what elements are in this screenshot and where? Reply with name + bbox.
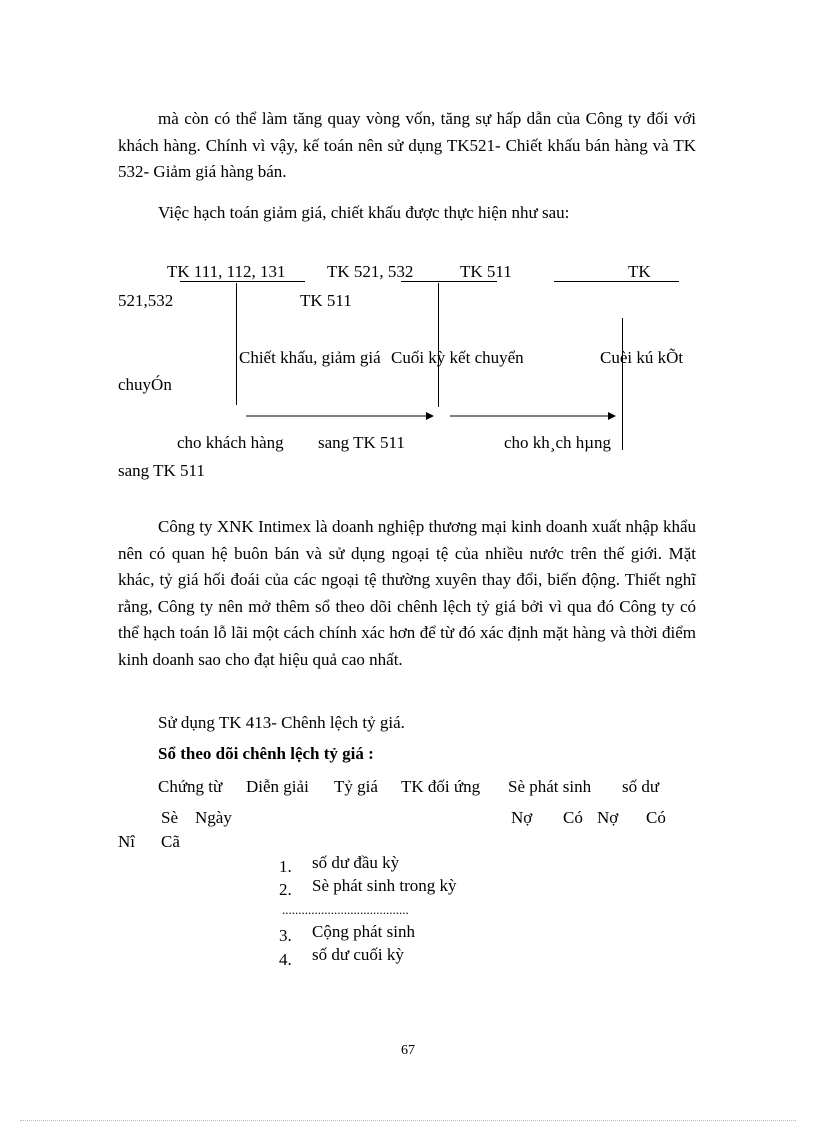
account-tk511: TK 511 — [460, 262, 512, 281]
dots-line: ....................................... — [282, 902, 409, 917]
paragraph-3: Công ty XNK Intimex là doanh nghiệp thương mại kinh doanh xuất nhập khẩu nên có quan hệ buôn bán và sử dụng ngoại tệ của nhiều nước trên thế giới. Mặt khác, tỷ giá hối đoái của các ngoại tệ thường xuyên thay đổi, biến động. Thiết nghĩ rằng, Công ty nên mở thêm sổ theo dõi chênh lệch tỷ giá bởi vì qua đó Công ty có thể hạch toán lỗ lãi một cách chính xác hơn để từ đó xác định mặt hàng và thời điểm kinh doanh sao cho đạt hiệu quả cao nhất. — [118, 517, 696, 669]
page-bottom-border — [20, 1120, 796, 1121]
section-heading: Sổ theo dõi chênh lệch tỷ giá : — [158, 744, 374, 763]
sub-co-2: Có — [646, 808, 666, 827]
paragraph-4: Sử dụng TK 413- Chênh lệch tỷ giá. — [158, 713, 405, 732]
account-tk511-underline — [401, 281, 497, 282]
page-number: 67 — [401, 1043, 415, 1058]
account-tk111: TK 111, 112, 131 — [167, 262, 286, 281]
account-tk511-b: TK 511 — [300, 291, 352, 310]
sub-no-1: Nợ — [511, 808, 533, 827]
account-tk-right: TK — [628, 262, 651, 281]
paragraph-2: Việc hạch toán giảm giá, chiết khấu được thực hiện như sau: — [158, 203, 570, 222]
label-chiet-khau: Chiết khấu, giảm giá — [239, 348, 381, 367]
sub-ngay: Ngày — [195, 808, 232, 827]
item-4-text: số dư cuối kỳ — [312, 945, 404, 964]
item-1-num: 1. — [279, 857, 292, 876]
vertical-line-2 — [438, 283, 439, 407]
arrow-head-1 — [426, 412, 434, 420]
sub-co-1: Có — [563, 808, 583, 827]
item-4-num: 4. — [279, 950, 292, 969]
label-cuoi-ky-2: Cuèi kú kÕt — [600, 348, 684, 367]
item-3-num: 3. — [279, 926, 292, 945]
col-chung-tu: Chứng từ — [158, 777, 223, 796]
col-tk-doi-ung: TK đối ứng — [401, 777, 481, 796]
paragraph-1: mà còn có thể làm tăng quay vòng vốn, tăng sự hấp dẫn của Công ty đối với khách hàng. Chính vì vậy, kế toán nên sử dụng TK521- Chiết khấu bán hàng và TK 532- Giảm giá hàng bán. — [118, 109, 696, 181]
sub-so: Sè — [161, 808, 178, 827]
label-sang-tk511: sang TK 511 — [318, 433, 405, 452]
item-2-num: 2. — [279, 880, 292, 899]
vertical-line-3 — [622, 318, 623, 450]
col-so-du: số dư — [622, 777, 660, 796]
label-cho-khach-hang-2: cho kh¸ch hµng — [504, 433, 612, 452]
account-tk111-underline — [180, 281, 305, 282]
sub-ni: Nî — [118, 832, 135, 851]
label-cuoi-ky: Cuối kỳ kết chuyển — [391, 348, 524, 367]
account-521532: 521,532 — [118, 291, 174, 310]
label-cho-khach-hang: cho khách hàng — [177, 433, 284, 452]
account-tk521: TK 521, 532 — [327, 262, 414, 281]
label-chuyen: chuyÓn — [118, 375, 172, 394]
col-dien-giai: Diễn giải — [246, 777, 309, 796]
label-sang-tk511-2: sang TK 511 — [118, 461, 205, 480]
account-right-underline — [554, 281, 679, 282]
col-so-phat-sinh: Sè phát sinh — [508, 777, 592, 796]
item-3-text: Cộng phát sinh — [312, 922, 415, 941]
sub-no-2: Nợ — [597, 808, 619, 827]
sub-ca: Cã — [161, 832, 180, 851]
item-1-text: số dư đầu kỳ — [312, 853, 400, 872]
arrows — [240, 408, 640, 424]
item-2-text: Sè phát sinh trong kỳ — [312, 876, 457, 895]
vertical-line-1 — [236, 283, 237, 405]
col-ty-gia: Tỷ giá — [334, 777, 378, 796]
arrow-head-2 — [608, 412, 616, 420]
